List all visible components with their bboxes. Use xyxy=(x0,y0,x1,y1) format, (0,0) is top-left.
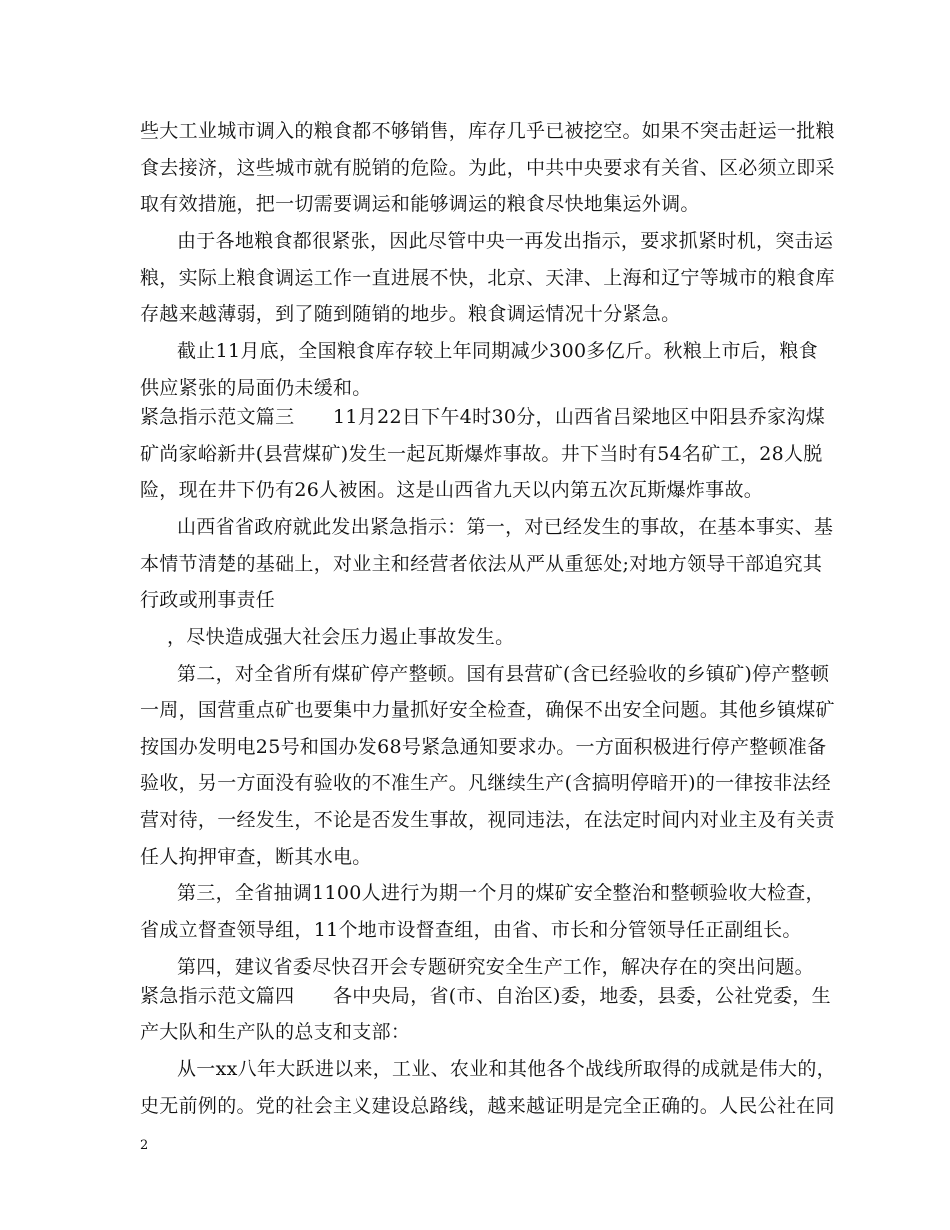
text-line: 省成立督查领导组，11个地市设督查组，由省、市长和分管领导任正副组长。 xyxy=(140,919,802,941)
text-line: 由于各地粮食都很紧张，因此尽管中央一再发出指示，要求抓紧时机，突击运 xyxy=(177,230,834,252)
text-line: 本情节清楚的基础上，对业主和经营者依法从严从重惩处;对地方领导干部追究其 xyxy=(140,553,823,575)
text-line: 食去接济，这些城市就有脱销的危险。为此，中共中央要求有关省、区必须立即采 xyxy=(140,157,835,179)
text-line: 紧急指示范文篇三 11月22日下午4时30分，山西省吕梁地区中阳县乔家沟煤 xyxy=(140,406,826,428)
text-line: 一周，国营重点矿也要集中力量抓好安全检查，确保不出安全问题。其他乡镇煤矿 xyxy=(140,699,835,721)
text-line: 取有效措施，把一切需要调运和能够调运的粮食尽快地集运外调。 xyxy=(140,193,700,215)
text-line: 山西省省政府就此发出紧急指示：第一，对已经发生的事故，在基本事实、基 xyxy=(177,516,834,538)
text-line: 从一xx八年大跃进以来，工业、农业和其他各个战线所取得的成就是伟大的， xyxy=(177,1058,836,1080)
text-line: 按国办发明电25号和国办发68号紧急通知要求办。一方面积极进行停产整顿准备 xyxy=(140,736,827,758)
text-line: 行政或刑事责任 xyxy=(140,589,276,611)
text-line: 些大工业城市调入的粮食都不够销售，库存几乎已被挖空。如果不突击赶运一批粮 xyxy=(140,120,835,142)
text-line: 史无前例的。党的社会主义建设总路线，越来越证明是完全正确的。人民公社在同 xyxy=(140,1095,835,1117)
text-line: 紧急指示范文篇四 各中央局，省(市、自治区)委，地委，县委，公社党委，生 xyxy=(140,985,831,1007)
text-line: 营对待，一经发生，不论是否发生事故，视同违法，在法定时间内对业主及有关责 xyxy=(140,809,835,831)
text-line: 截止11月底，全国粮食库存较上年同期减少300多亿斤。秋粮上市后，粮食 xyxy=(177,340,818,362)
text-line: 任人拘押审查，断其水电。 xyxy=(140,846,372,868)
page-number: 2 xyxy=(140,1138,149,1153)
text-line: 险，现在井下仍有26人被困。这是山西省九天以内第五次瓦斯爆炸事故。 xyxy=(140,479,764,501)
text-line: 粮，实际上粮食调运工作一直进展不快，北京、天津、上海和辽宁等城市的粮食库 xyxy=(140,267,835,289)
text-line: 验收，另一方面没有验收的不准生产。凡继续生产(含搞明停暗开)的一律按非法经 xyxy=(140,772,831,794)
text-line: 矿尚家峪新井(县营煤矿)发生一起瓦斯爆炸事故。井下当时有54名矿工，28人脱 xyxy=(140,443,823,465)
text-line: ，尽快造成强大社会压力遏止事故发生。 xyxy=(167,626,515,648)
text-line: 产大队和生产队的总支和支部： xyxy=(140,1021,411,1043)
text-line: 第三，全省抽调1100人进行为期一个月的煤矿安全整治和整顿验收大检查， xyxy=(177,882,825,904)
text-line: 第二，对全省所有煤矿停产整顿。国有县营矿(含已经验收的乡镇矿)停产整顿 xyxy=(177,663,830,685)
text-line: 存越来越薄弱，到了随到随销的地步。粮食调运情况十分紧急。 xyxy=(140,303,681,325)
text-line: 第四，建议省委尽快召开会专题研究安全生产工作，解决存在的突出问题。 xyxy=(177,956,814,978)
text-line: 供应紧张的局面仍未缓和。 xyxy=(140,377,372,399)
